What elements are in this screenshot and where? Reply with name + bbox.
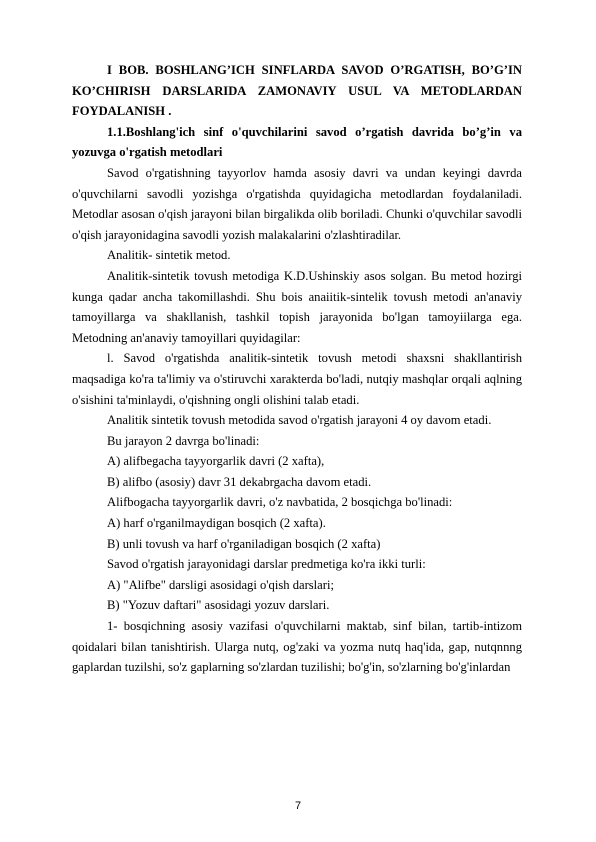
- paragraph: 1- bosqichning asosiy vazifasi o'quvchilarni maktab, sinf bilan, tartib-intizom qoidalari bilan tanishtirish. Ularga nutq, og'zaki va yozma nutq haq'ida, gap, nutqnnng gaplardan tuzilshi, so'z gaplarning so'zlardan tuzilishi; bo'g'in, so'zlarning bo'g'inlardan: [72, 619, 522, 675]
- list-item: B) "Yozuv daftari" asosidagi yozuv darslari.: [107, 598, 330, 613]
- section-title: 1.1.Boshlang'ich sinf o'quvchilarini savod o’rgatish davrida bo’g’in va yozuvga o'rgatish metodlari: [72, 124, 522, 160]
- paragraph: Analitik- sintetik metod.: [107, 248, 231, 263]
- list-item: A) alifbegacha tayyorgarlik davri (2 xafta),: [107, 454, 325, 469]
- paragraph: Savod o'rgatish jarayonidagi darslar predmetiga ko'ra ikki turli:: [107, 557, 426, 572]
- list-item: A) "Alifbe" darsligi asosidagi o'qish darslari;: [107, 577, 334, 592]
- paragraph: Alifbogacha tayyorgarlik davri, o'z navbatida, 2 bosqichga bo'linadi:: [107, 495, 453, 510]
- paragraph: Bu jarayon 2 davrga bo'linadi:: [107, 433, 260, 448]
- paragraph: Analitik-sintetik tovush metodiga K.D.Ushinskiy asos solgan. Bu metod hozirgi kunga qadar ancha takomillashdi. Shu bois anaiitik-sintelik tovush metodi an'anaviy tamoyillarga va shakllanish, tashkil topish jarayonida bo'lgan tamoyiilarga ega. Metodning an'anaviy tamoyillari quyidagilar:: [72, 268, 522, 345]
- list-item: A) harf o'rganilmaydigan bosqich (2 xafta).: [107, 516, 326, 531]
- list-item: B) unli tovush va harf o'rganiladigan bosqich (2 xafta): [107, 536, 381, 551]
- paragraph: Analitik sintetik tovush metodida savod o'rgatish jarayoni 4 oy davom etadi.: [107, 413, 492, 428]
- page-content: [72, 60, 522, 678]
- paragraph: Savod o'rgatishning tayyorlov hamda asosiy davri va undan keyingi davrda o'quvchilarni savodli yozishga o'rgatishda quyidagicha metodlardan foydalaniladi. Metodlar asosan o'qish jarayoni bilan birgalikda olib boriladi. Chunki o'quvchilar savodli o'qish jarayonidagina savodli yozish malakalarini o'zlashtiradilar.: [72, 165, 522, 242]
- list-item: B) alifbo (asosiy) davr 31 dekabrgacha davom etadi.: [107, 474, 372, 489]
- paragraph: l. Savod o'rgatishda analitik-sintetik tovush metodi shaxsni shakllantirish maqsadiga ko'ra ta'limiy va o'stiruvchi xarakterda bo'ladi, nutqiy mashqlar orqali aqlning o'sishini ta'minlaydi, o'qishning ongli olishini talab etadi.: [72, 351, 522, 407]
- chapter-title: I BOB. BOSHLANG’ICH SINFLARDA SAVOD O’RGATISH, BO’G’IN KO’CHIRISH DARSLARIDA ZAMONAVIY USUL VA METODLARDAN FOYDALANISH .: [72, 63, 522, 119]
- page-number: 7: [294, 800, 302, 812]
